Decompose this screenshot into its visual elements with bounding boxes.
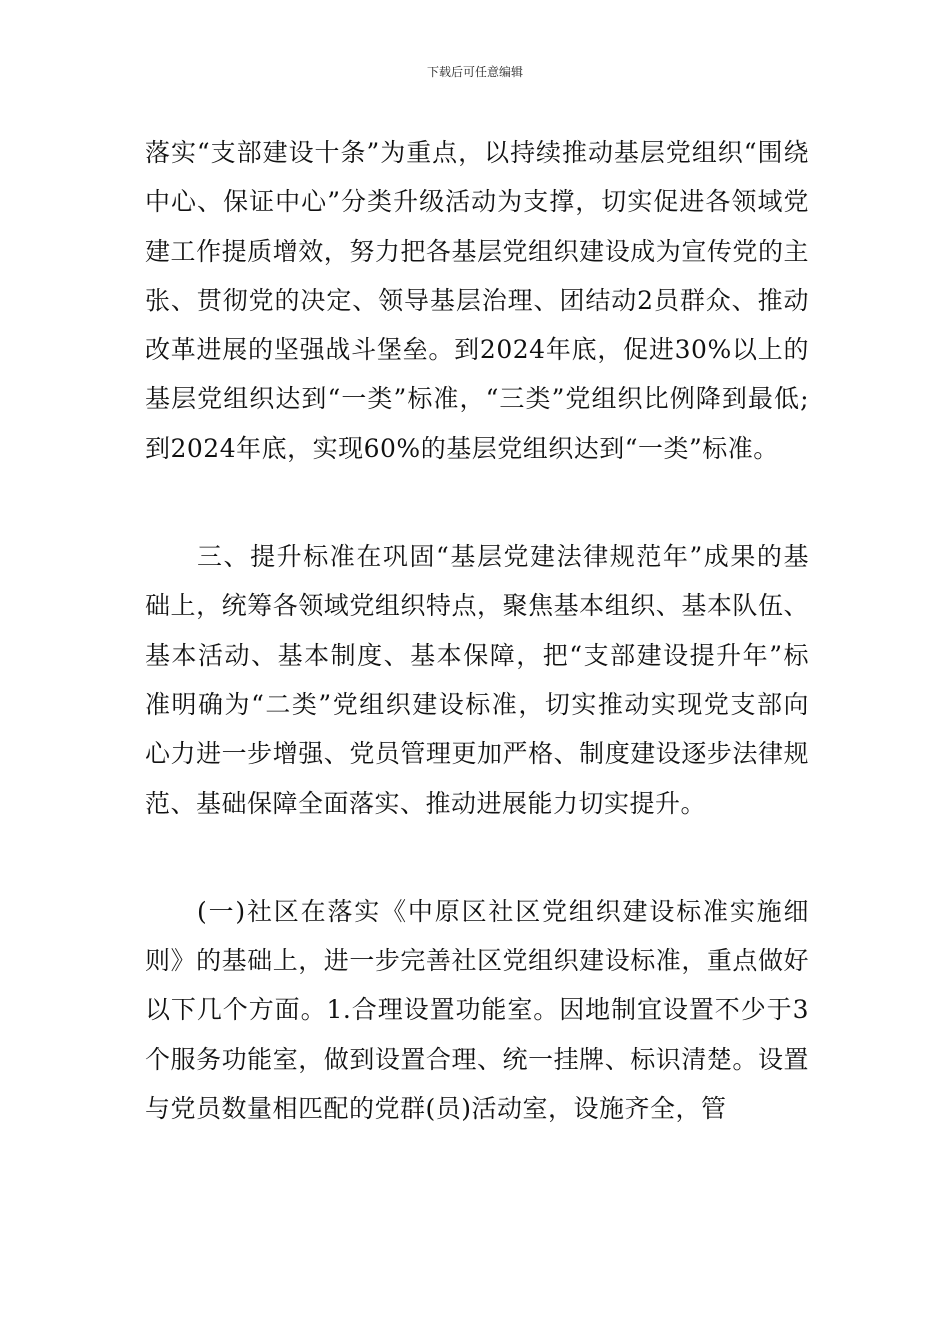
paragraph-spacer (145, 473, 809, 532)
download-note-header: 下载后可任意编辑 (426, 65, 523, 79)
paragraph-spacer (145, 828, 809, 887)
paragraph-2: 三、提升标准在巩固“基层党建法律规范年”成果的基础上，统筹各领域党组织特点，聚焦基本组织、基本队伍、基本活动、基本制度、基本保障，把“支部建设提升年”标准明确为“二类”党组织建设标准，切实推动实现党支部向心力进一步增强、党员管理更加严格、制度建设逐步法律规范、基础保障全面落实、推动进展能力切实提升。 (145, 542, 809, 818)
paragraph-3: (一)社区在落实《中原区社区党组织建设标准实施细则》的基础上，进一步完善社区党组织建设标准，重点做好以下几个方面。1.合理设置功能室。因地制宜设置不少于3个服务功能室，做到设置合理、统一挂牌、标识清楚。设置与党员数量相匹配的党群(员)活动室，设施齐全，管 (145, 896, 809, 1124)
paragraph-1: 落实“支部建设十条”为重点，以持续推动基层党组织“围绕中心、保证中心”分类升级活动为支撑，切实促进各领域党建工作提质增效，努力把各基层党组织建设成为宣传党的主张、贯彻党的决定、领导基层治理、团结动2员群众、推动改革进展的坚强战斗堡垒。到2024年底，促进30%以上的基层党组织达到“一类”标准，“三类”党组织比例降到最低;到2024年底，实现60%的基层党组织达到“一类”标准。 (145, 138, 809, 463)
document-body (145, 128, 809, 1133)
